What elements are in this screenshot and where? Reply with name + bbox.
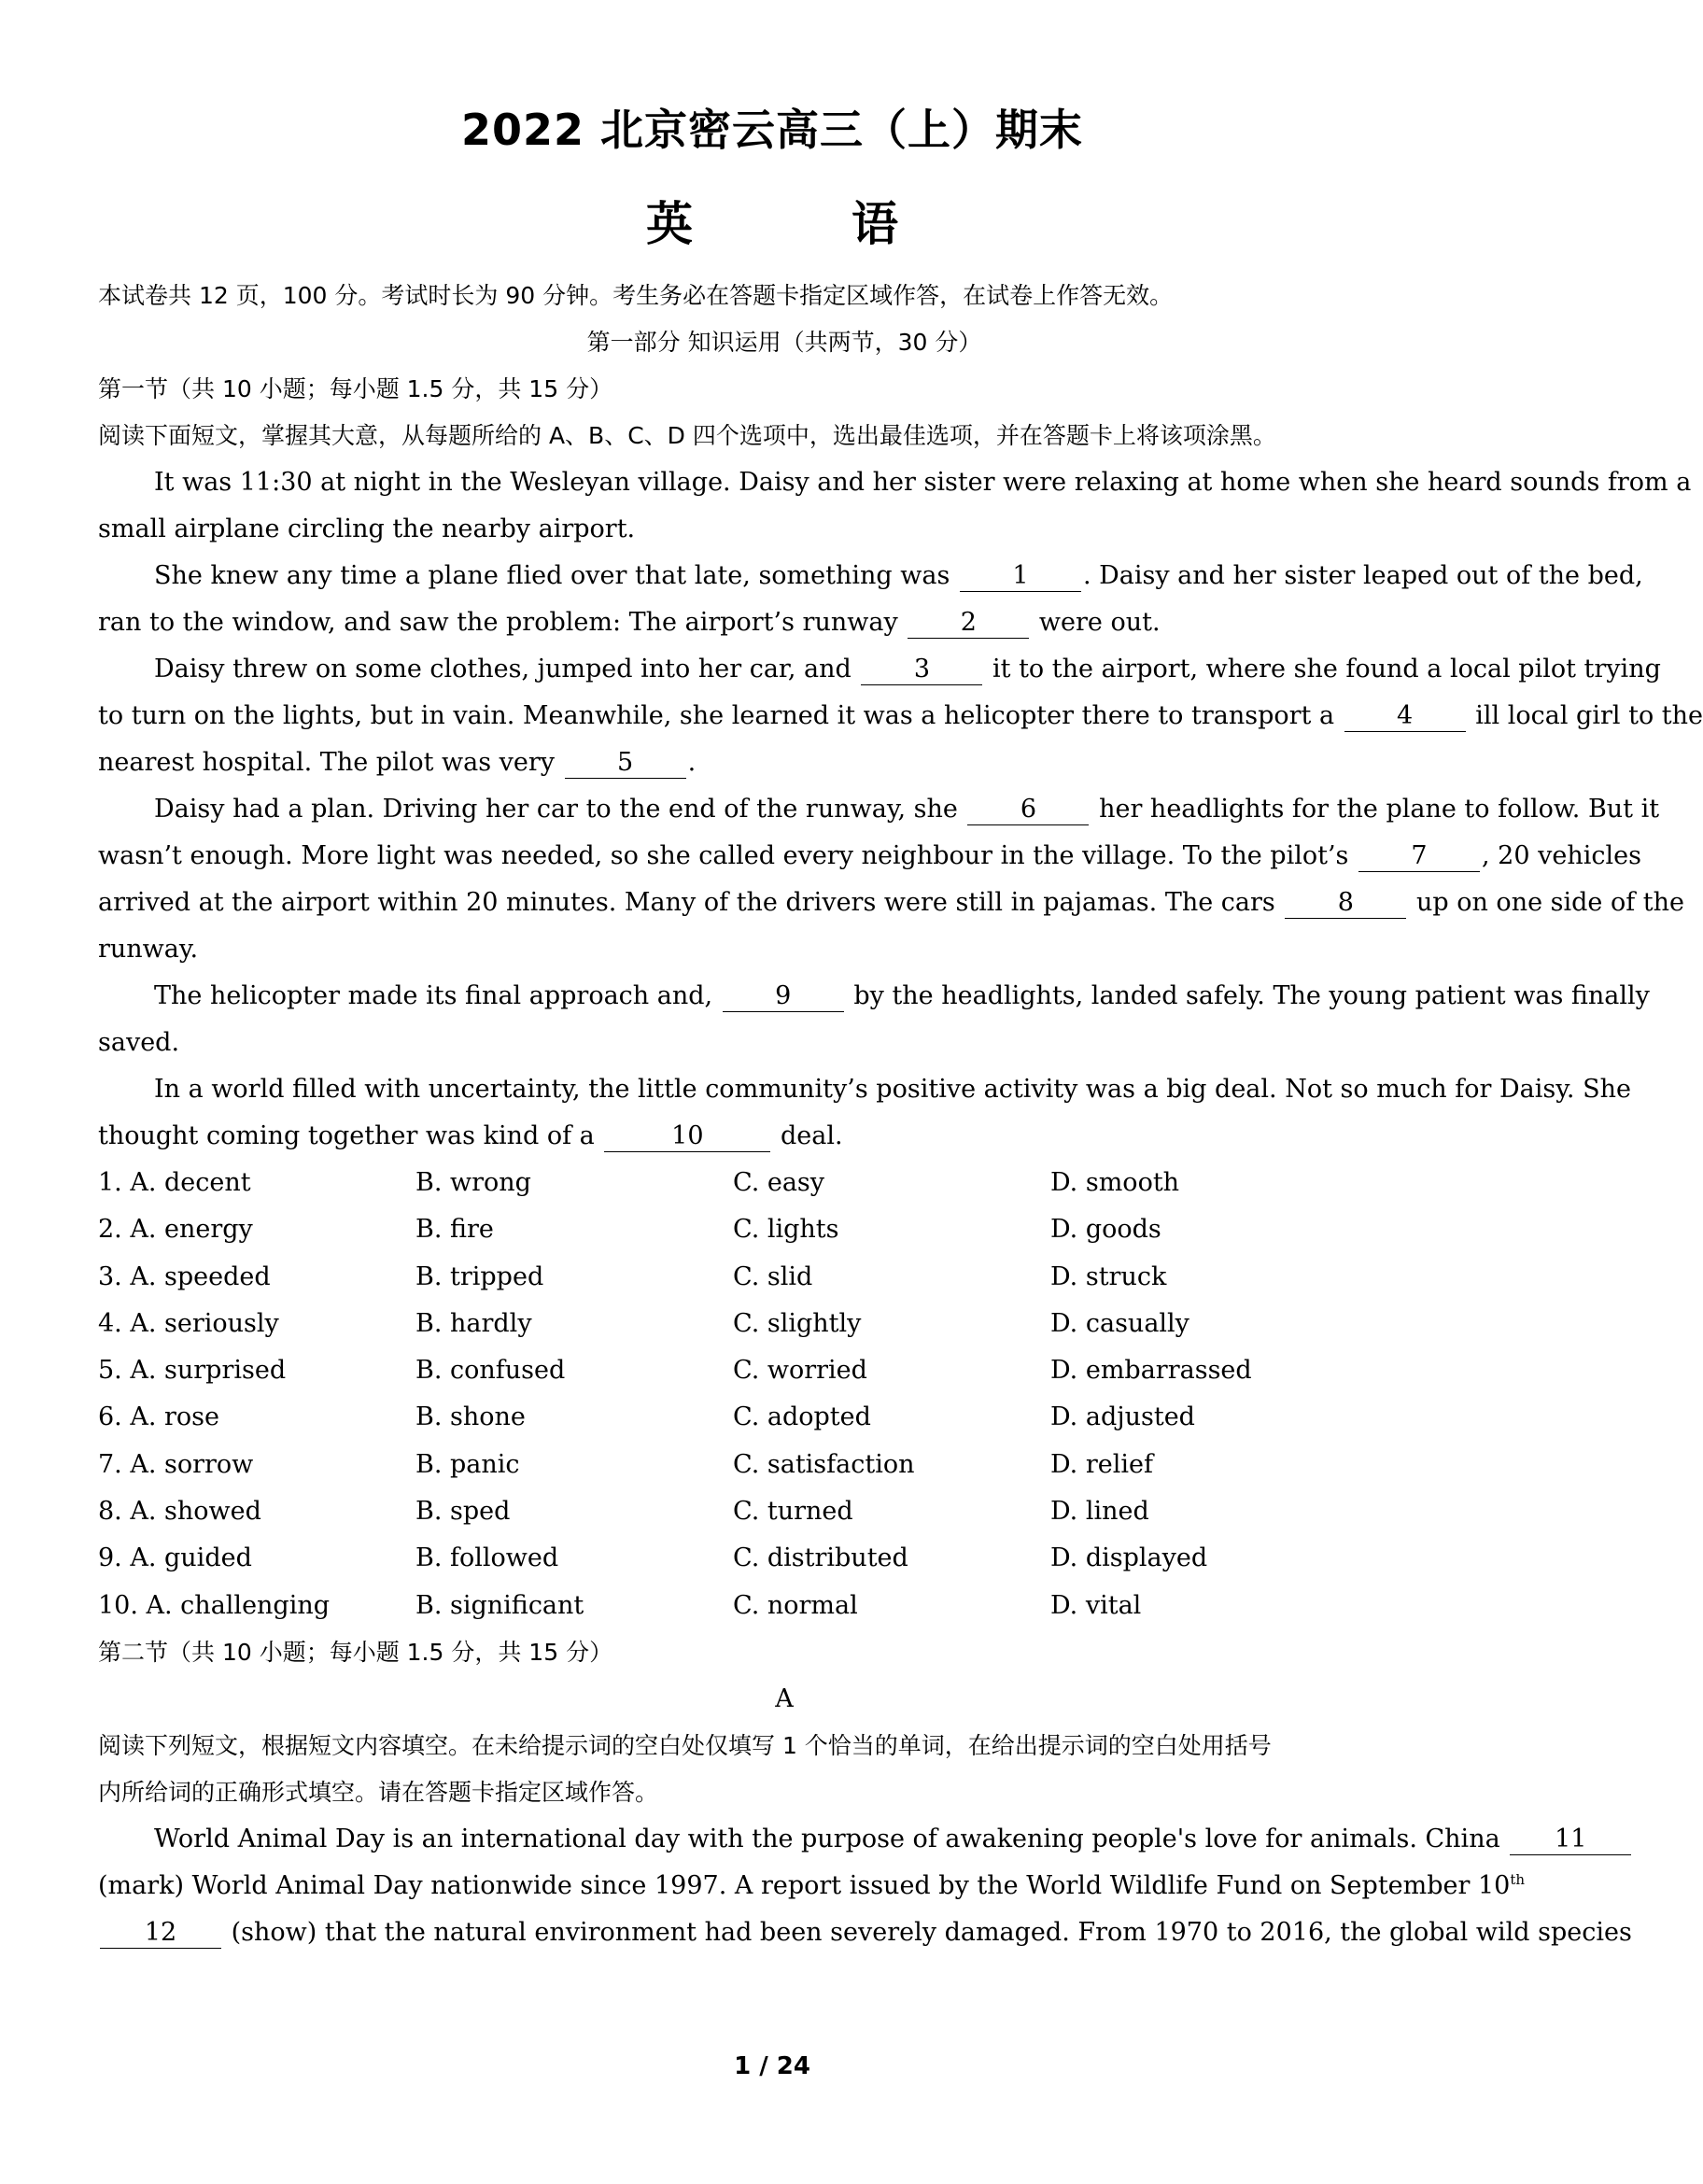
blank-2: 2 bbox=[908, 608, 1029, 639]
option-c: C. distributed bbox=[733, 1543, 908, 1573]
option-a: 7. A. sorrow bbox=[98, 1449, 254, 1479]
option-a: 3. A. speeded bbox=[98, 1261, 271, 1291]
option-a: 8. A. showed bbox=[98, 1497, 261, 1527]
option-d: D. adjusted bbox=[1050, 1402, 1195, 1432]
option-b: B. followed bbox=[415, 1543, 559, 1573]
option-a: 6. A. rose bbox=[98, 1402, 220, 1432]
passage-line: ran to the window, and saw the problem: The airport’s runway 2 were out. bbox=[98, 608, 1161, 637]
ordinal-suffix: th bbox=[1510, 1870, 1526, 1888]
option-b: B. panic bbox=[415, 1449, 520, 1479]
option-row bbox=[98, 1206, 1471, 1253]
passage-line: The helicopter made its final approach and, 9 by the headlights, landed safely. The young patient was finally bbox=[154, 981, 1650, 1010]
passage-line: Daisy threw on some clothes, jumped into her car, and 3 it to the airport, where she found a local pilot trying bbox=[154, 655, 1661, 683]
passage-line: She knew any time a plane flied over that late, something was 1 . Daisy and her sister leaped out of the bed, bbox=[154, 561, 1643, 590]
blank-10: 10 bbox=[604, 1121, 770, 1152]
option-b: B. hardly bbox=[415, 1308, 532, 1338]
option-a: 1. A. decent bbox=[98, 1168, 251, 1197]
section2-label: A bbox=[775, 1684, 794, 1713]
option-c: C. turned bbox=[733, 1497, 853, 1527]
blank-5: 5 bbox=[565, 748, 686, 779]
option-row bbox=[98, 1442, 1471, 1488]
option-b: B. wrong bbox=[415, 1168, 531, 1197]
passage-line: In a world filled with uncertainty, the little community’s positive activity was a big deal. Not so much for Daisy. She bbox=[154, 1075, 1631, 1104]
option-row bbox=[98, 1394, 1471, 1441]
option-row bbox=[98, 1347, 1471, 1394]
option-c: C. slightly bbox=[733, 1308, 862, 1338]
option-row bbox=[98, 1488, 1471, 1535]
passage-line: to turn on the lights, but in vain. Meanwhile, she learned it was a helicopter there to transport a 4 ill local girl to the bbox=[98, 701, 1703, 730]
blank-6: 6 bbox=[967, 795, 1089, 825]
passage-line: 12 (show) that the natural environment had been severely damaged. From 1970 to 2016, the global wild species bbox=[98, 1909, 1471, 1956]
option-c: C. lights bbox=[733, 1215, 839, 1245]
section2-directions: 阅读下列短文，根据短文内容填空。在未给提示词的空白处仅填写 1 个恰当的单词，在给出提示词的空白处用括号 bbox=[98, 1731, 1272, 1759]
passage-line: small airplane circling the nearby airport. bbox=[98, 514, 636, 543]
option-d: D. goods bbox=[1050, 1215, 1161, 1245]
blank-3: 3 bbox=[861, 655, 982, 685]
option-b: B. fire bbox=[415, 1215, 494, 1245]
option-a: 5. A. surprised bbox=[98, 1356, 287, 1386]
option-row bbox=[98, 1583, 1471, 1629]
option-row bbox=[98, 1535, 1471, 1582]
exam-instructions: 本试卷共 12 页，100 分。考试时长为 90 分钟。考生务必在答题卡指定区域作答，在试卷上作答无效。 bbox=[98, 282, 1174, 309]
section1-heading: 第一节（共 10 小题；每小题 1.5 分，共 15 分） bbox=[98, 375, 613, 402]
passage-line: saved. bbox=[98, 1028, 180, 1057]
option-c: C. slid bbox=[733, 1261, 813, 1291]
blank-7: 7 bbox=[1358, 841, 1480, 872]
option-c: C. adopted bbox=[733, 1402, 871, 1432]
option-d: D. embarrassed bbox=[1050, 1356, 1252, 1386]
exam-title: 2022 北京密云高三（上）期末 bbox=[460, 105, 1084, 155]
option-d: D. struck bbox=[1050, 1261, 1167, 1291]
passage-line: runway. bbox=[98, 935, 199, 964]
passage-line: Daisy had a plan. Driving her car to the end of the runway, she 6 her headlights for the plane to follow. But it bbox=[154, 795, 1660, 824]
option-b: B. sped bbox=[415, 1497, 511, 1527]
option-d: D. displayed bbox=[1050, 1543, 1208, 1573]
option-d: D. relief bbox=[1050, 1449, 1153, 1479]
subject-title: 英 语 bbox=[646, 197, 954, 251]
option-b: B. confused bbox=[415, 1356, 566, 1386]
option-d: D. vital bbox=[1050, 1590, 1142, 1620]
option-a: 4. A. seriously bbox=[98, 1308, 279, 1338]
page-number: 1 / 24 bbox=[734, 2052, 810, 2080]
passage-line: wasn’t enough. More light was needed, so she called every neighbour in the village. To the pilot’s 7 , 20 vehicles bbox=[98, 841, 1641, 870]
option-row bbox=[98, 1254, 1471, 1301]
exam-content bbox=[98, 273, 1703, 1956]
part1-heading: 第一部分 知识运用（共两节，30 分） bbox=[586, 329, 982, 356]
passage-line: thought coming together was kind of a 10 deal. bbox=[98, 1121, 843, 1150]
option-a: 2. A. energy bbox=[98, 1215, 253, 1245]
passage-line: arrived at the airport within 20 minutes. Many of the drivers were still in pajamas. The cars 8 up on one side of the bbox=[98, 888, 1685, 917]
option-c: C. easy bbox=[733, 1168, 825, 1197]
option-row bbox=[98, 1160, 1471, 1206]
section2-heading: 第二节（共 10 小题；每小题 1.5 分，共 15 分） bbox=[98, 1638, 613, 1666]
option-c: C. worried bbox=[733, 1356, 867, 1386]
option-b: B. tripped bbox=[415, 1261, 544, 1291]
option-d: D. lined bbox=[1050, 1497, 1149, 1527]
passage-line: nearest hospital. The pilot was very 5 . bbox=[98, 748, 697, 777]
option-a: 9. A. guided bbox=[98, 1543, 252, 1573]
blank-12: 12 bbox=[100, 1918, 221, 1949]
option-d: D. casually bbox=[1050, 1308, 1189, 1338]
option-a: 10. A. challenging bbox=[98, 1590, 331, 1620]
section1-directions: 阅读下面短文，掌握其大意，从每题所给的 A、B、C、D 四个选项中，选出最佳选项，并在答题卡上将该项涂黑。 bbox=[98, 422, 1276, 449]
passage-line: It was 11:30 at night in the Wesleyan village. Daisy and her sister were relaxing at home when she heard sounds from a bbox=[154, 468, 1692, 497]
section2-directions: 内所给词的正确形式填空。请在答题卡指定区域作答。 bbox=[98, 1778, 659, 1806]
option-c: C. satisfaction bbox=[733, 1449, 915, 1479]
blank-8: 8 bbox=[1285, 888, 1406, 919]
blank-9: 9 bbox=[723, 981, 844, 1012]
option-c: C. normal bbox=[733, 1590, 858, 1620]
option-b: B. shone bbox=[415, 1402, 526, 1432]
option-d: D. smooth bbox=[1050, 1168, 1180, 1197]
option-row bbox=[98, 1301, 1471, 1347]
option-b: B. significant bbox=[415, 1590, 584, 1620]
passage-line: (mark) World Animal Day nationwide since 1997. A report issued by the World Wildlife Fund on September 10th bbox=[98, 1870, 1526, 1900]
options-list bbox=[98, 1160, 1471, 1629]
passage-line: World Animal Day is an international day with the purpose of awakening people's love for animals. China 11 bbox=[98, 1816, 1471, 1863]
blank-1: 1 bbox=[960, 561, 1081, 592]
blank-4: 4 bbox=[1344, 701, 1466, 732]
blank-11: 11 bbox=[1510, 1825, 1631, 1855]
